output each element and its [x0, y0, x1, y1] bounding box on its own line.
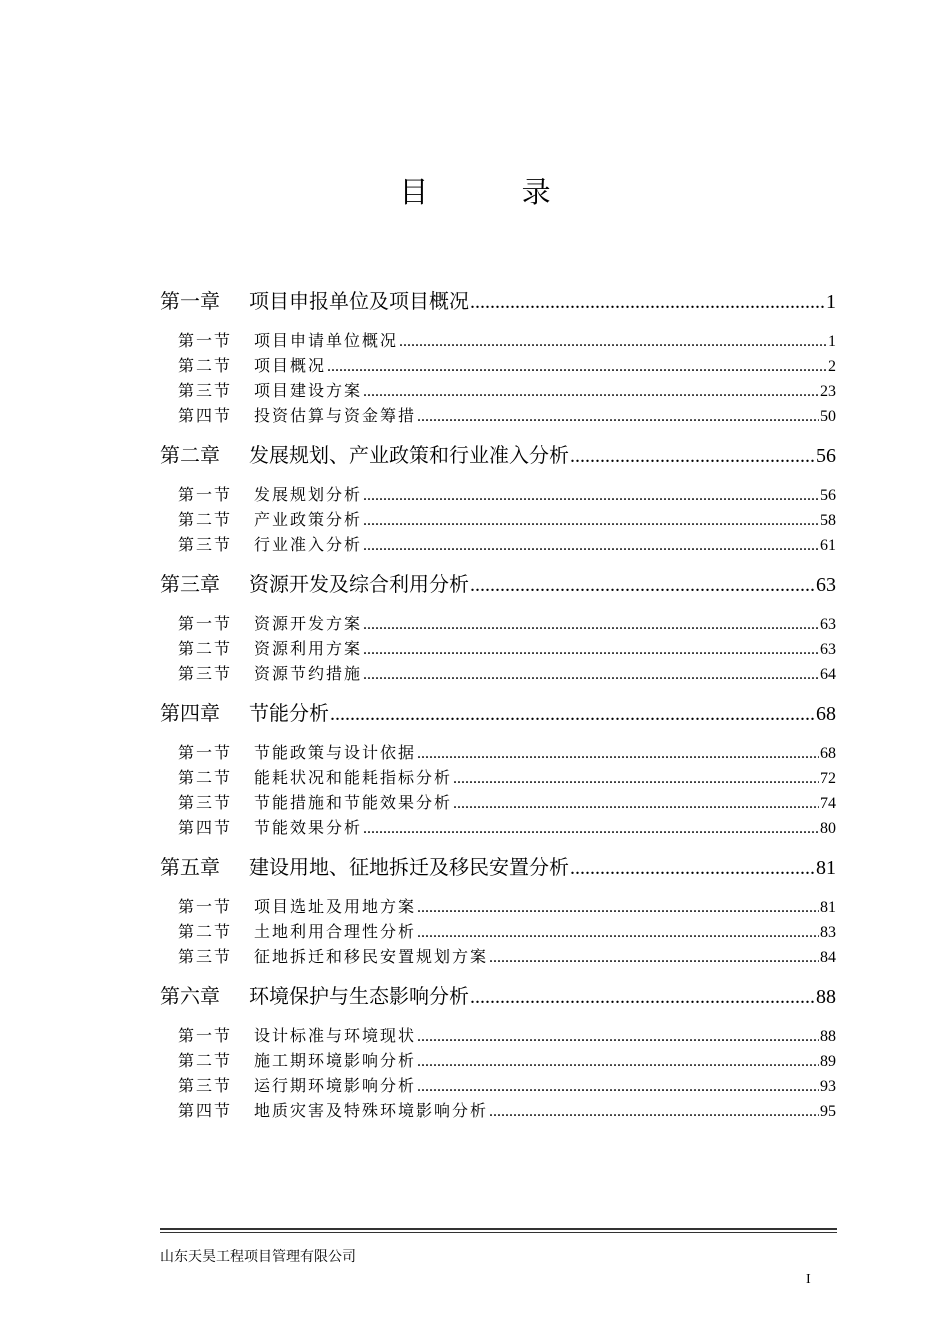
spacer [160, 557, 836, 567]
section-number: 第二节 [178, 510, 233, 529]
chapter-title: 资源开发及综合利用分析 [249, 572, 469, 596]
section-title: 资源利用方案 [254, 639, 363, 658]
section-page-number: 63 [820, 641, 836, 658]
section-page-number: 64 [820, 666, 836, 683]
toc-section-entry[interactable] [160, 1098, 836, 1123]
toc-chapter-entry[interactable] [160, 850, 836, 885]
toc-section-entry[interactable] [160, 765, 836, 790]
section-title: 发展规划分析 [254, 485, 363, 504]
chapter-number: 第五章 [160, 855, 220, 879]
spacer [160, 1123, 836, 1133]
toc-section-entry[interactable] [160, 894, 836, 919]
toc-section-entry[interactable] [160, 740, 836, 765]
section-number: 第一节 [178, 743, 233, 762]
section-page-number: 58 [820, 512, 836, 529]
toc-section-entry[interactable] [160, 661, 836, 686]
section-number: 第二节 [178, 356, 233, 375]
spacer [160, 473, 836, 482]
dot-leader [363, 637, 819, 661]
dot-leader [489, 1099, 819, 1123]
toc-section-entry[interactable] [160, 790, 836, 815]
section-number: 第一节 [178, 1026, 233, 1045]
section-number: 第三节 [178, 1076, 233, 1095]
toc-section-entry[interactable] [160, 815, 836, 840]
section-page-number: 50 [820, 408, 836, 425]
section-title: 资源节约措施 [254, 664, 363, 683]
section-page-number: 81 [820, 899, 836, 916]
dot-leader [417, 1074, 819, 1098]
toc-section-entry[interactable] [160, 378, 836, 403]
section-title: 投资估算与资金筹措 [254, 406, 417, 425]
section-page-number: 74 [820, 795, 836, 812]
dot-leader [363, 816, 819, 840]
section-page-number: 56 [820, 487, 836, 504]
dot-leader [570, 439, 815, 473]
section-page-number: 61 [820, 537, 836, 554]
section-number: 第三节 [178, 381, 233, 400]
dot-leader [417, 1049, 819, 1073]
toc-chapter-entry[interactable] [160, 284, 836, 319]
section-title: 产业政策分析 [254, 510, 363, 529]
section-title: 施工期环境影响分析 [254, 1051, 417, 1070]
dot-leader [363, 508, 819, 532]
chapter-page-number: 88 [816, 986, 836, 1008]
toc-section-entry[interactable] [160, 353, 836, 378]
chapter-page-number: 1 [826, 291, 836, 313]
dot-leader [417, 920, 819, 944]
section-number: 第三节 [178, 664, 233, 683]
section-title: 项目申请单位概况 [254, 331, 399, 350]
toc-section-entry[interactable] [160, 919, 836, 944]
dot-leader [470, 285, 825, 319]
chapter-number: 第三章 [160, 572, 220, 596]
section-number: 第二节 [178, 922, 233, 941]
dot-leader [470, 568, 815, 602]
chapter-title: 环境保护与生态影响分析 [249, 984, 469, 1008]
toc-section-entry[interactable] [160, 328, 836, 353]
footer-company: 山东天昊工程项目管理有限公司 [160, 1249, 356, 1265]
spacer [160, 1014, 836, 1023]
section-page-number: 88 [820, 1028, 836, 1045]
dot-leader [363, 612, 819, 636]
section-number: 第二节 [178, 1051, 233, 1070]
dot-leader [417, 741, 819, 765]
chapter-number: 第四章 [160, 701, 220, 725]
footer-page-number: I [806, 1272, 811, 1287]
dot-leader [399, 329, 827, 353]
chapter-title: 建设用地、征地拆迁及移民安置分析 [249, 855, 569, 879]
toc-section-entry[interactable] [160, 1048, 836, 1073]
dot-leader [489, 945, 819, 969]
chapter-number: 第六章 [160, 984, 220, 1008]
chapter-page-number: 63 [816, 574, 836, 596]
section-number: 第二节 [178, 768, 233, 787]
section-title: 资源开发方案 [254, 614, 363, 633]
section-number: 第一节 [178, 485, 233, 504]
dot-leader [363, 662, 819, 686]
section-number: 第三节 [178, 793, 233, 812]
toc-section-entry[interactable] [160, 944, 836, 969]
section-number: 第一节 [178, 331, 233, 350]
toc-chapter-entry[interactable] [160, 567, 836, 602]
section-title: 运行期环境影响分析 [254, 1076, 417, 1095]
section-title: 项目建设方案 [254, 381, 363, 400]
section-title: 行业准入分析 [254, 535, 363, 554]
chapter-page-number: 56 [816, 445, 836, 467]
footer-divider [160, 1228, 837, 1230]
section-title: 能耗状况和能耗指标分析 [254, 768, 453, 787]
section-title: 土地利用合理性分析 [254, 922, 417, 941]
toc-section-entry[interactable] [160, 611, 836, 636]
chapter-title: 节能分析 [249, 701, 329, 725]
toc-section-entry[interactable] [160, 636, 836, 661]
spacer [160, 428, 836, 438]
dot-leader [417, 404, 819, 428]
toc-section-entry[interactable] [160, 1073, 836, 1098]
section-number: 第三节 [178, 535, 233, 554]
table-of-contents [160, 284, 836, 1133]
section-number: 第四节 [178, 818, 233, 837]
dot-leader [363, 533, 819, 557]
section-title: 征地拆迁和移民安置规划方案 [254, 947, 489, 966]
dot-leader [417, 895, 819, 919]
section-page-number: 68 [820, 745, 836, 762]
section-number: 第四节 [178, 1101, 233, 1120]
spacer [160, 319, 836, 328]
dot-leader [570, 851, 815, 885]
chapter-page-number: 81 [816, 857, 836, 879]
chapter-title: 发展规划、产业政策和行业准入分析 [249, 443, 569, 467]
chapter-number: 第一章 [160, 289, 220, 313]
section-page-number: 95 [820, 1103, 836, 1120]
toc-chapter-entry[interactable] [160, 438, 836, 473]
section-number: 第三节 [178, 947, 233, 966]
dot-leader [330, 697, 815, 731]
section-page-number: 83 [820, 924, 836, 941]
section-title: 项目概况 [254, 356, 327, 375]
toc-section-entry[interactable] [160, 482, 836, 507]
section-page-number: 1 [828, 333, 836, 350]
dot-leader [363, 483, 819, 507]
toc-chapter-entry[interactable] [160, 696, 836, 731]
section-title: 节能政策与设计依据 [254, 743, 417, 762]
section-number: 第一节 [178, 614, 233, 633]
spacer [160, 686, 836, 696]
section-number: 第四节 [178, 406, 233, 425]
section-page-number: 93 [820, 1078, 836, 1095]
dot-leader [453, 766, 819, 790]
section-page-number: 89 [820, 1053, 836, 1070]
section-number: 第一节 [178, 897, 233, 916]
dot-leader [363, 379, 819, 403]
dot-leader [327, 354, 827, 378]
chapter-page-number: 68 [816, 703, 836, 725]
section-title: 节能效果分析 [254, 818, 363, 837]
toc-chapter-entry[interactable] [160, 979, 836, 1014]
section-title: 地质灾害及特殊环境影响分析 [254, 1101, 489, 1120]
chapter-title: 项目申报单位及项目概况 [249, 289, 469, 313]
toc-section-entry[interactable] [160, 403, 836, 428]
page-title: 目 录 [399, 175, 593, 209]
section-title: 项目选址及用地方案 [254, 897, 417, 916]
footer-divider-thin [160, 1232, 837, 1233]
section-title: 节能措施和节能效果分析 [254, 793, 453, 812]
spacer [160, 969, 836, 979]
toc-section-entry[interactable] [160, 507, 836, 532]
spacer [160, 731, 836, 740]
section-number: 第二节 [178, 639, 233, 658]
section-page-number: 80 [820, 820, 836, 837]
toc-section-entry[interactable] [160, 1023, 836, 1048]
dot-leader [470, 980, 815, 1014]
section-page-number: 63 [820, 616, 836, 633]
spacer [160, 840, 836, 850]
spacer [160, 885, 836, 894]
toc-section-entry[interactable] [160, 532, 836, 557]
dot-leader [453, 791, 819, 815]
chapter-number: 第二章 [160, 443, 220, 467]
section-page-number: 72 [820, 770, 836, 787]
spacer [160, 602, 836, 611]
section-page-number: 23 [820, 383, 836, 400]
dot-leader [417, 1024, 819, 1048]
section-page-number: 84 [820, 949, 836, 966]
section-title: 设计标准与环境现状 [254, 1026, 417, 1045]
section-page-number: 2 [828, 358, 836, 375]
